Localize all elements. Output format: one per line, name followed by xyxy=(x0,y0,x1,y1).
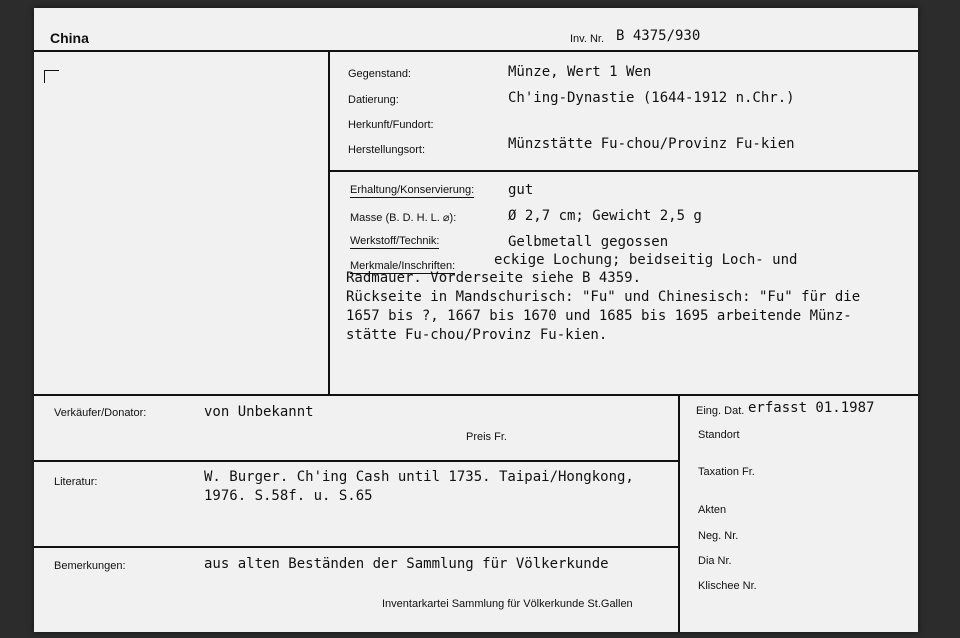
merkmale-label: Merkmale/Inschriften: xyxy=(350,260,456,272)
inv-label: Inv. Nr. xyxy=(570,33,605,45)
inventory-card xyxy=(34,8,918,632)
herstellungsort-value: Münzstätte Fu-chou/Provinz Fu-kien xyxy=(508,136,795,152)
seller-label: Verkäufer/Donator: xyxy=(54,407,147,419)
neg-nr-label: Neg. Nr. xyxy=(698,530,739,542)
remarks-value: aus alten Beständen der Sammlung für Völkerkunde xyxy=(204,556,609,572)
seller-divider xyxy=(34,460,678,462)
herkunft-label: Herkunft/Fundort: xyxy=(348,119,434,131)
herstellungsort-label: Herstellungsort: xyxy=(348,144,426,156)
remarks-label: Bemerkungen: xyxy=(54,560,126,572)
masse-label: Masse (B. D. H. L. ⌀): xyxy=(350,212,457,224)
upper-lower-divider xyxy=(34,394,918,396)
dia-nr-label: Dia Nr. xyxy=(698,555,732,567)
preis-label: Preis Fr. xyxy=(466,431,507,443)
image-column-divider xyxy=(328,50,330,394)
datierung-label: Datierung: xyxy=(348,94,399,106)
erhaltung-value: gut xyxy=(508,182,534,198)
klischee-nr-label: Klischee Nr. xyxy=(698,580,757,592)
merkmale-first-line: eckige Lochung; beidseitig Loch- und xyxy=(494,252,798,268)
corner-mark xyxy=(44,70,59,83)
gegenstand-label: Gegenstand: xyxy=(348,68,411,80)
side-column-divider xyxy=(678,394,680,632)
object-section-divider xyxy=(328,170,918,172)
datierung-value: Ch'ing-Dynastie (1644-1912 n.Chr.) xyxy=(508,90,795,106)
region-title: China xyxy=(50,30,89,46)
akten-label: Akten xyxy=(698,504,727,516)
eing-dat-value: erfasst 01.1987 xyxy=(748,400,875,416)
werkstoff-label: Werkstoff/Technik: xyxy=(350,235,440,247)
seller-value: von Unbekannt xyxy=(204,404,314,420)
header-divider xyxy=(34,50,918,52)
masse-value: Ø 2,7 cm; Gewicht 2,5 g xyxy=(508,208,702,224)
erhaltung-label: Erhaltung/Konservierung: xyxy=(350,184,475,196)
gegenstand-value: Münze, Wert 1 Wen xyxy=(508,64,652,80)
footer-publisher: Inventarkartei Sammlung für Völkerkunde St.Gallen xyxy=(382,598,633,610)
literature-divider xyxy=(34,546,678,548)
eing-dat-label: Eing. Dat. xyxy=(696,405,745,417)
inv-value: B 4375/930 xyxy=(616,28,701,44)
werkstoff-value: Gelbmetall gegossen xyxy=(508,234,669,250)
taxation-label: Taxation Fr. xyxy=(698,466,755,478)
literature-value: W. Burger. Ch'ing Cash until 1735. Taipai/Hongkong, 1976. S.58f. u. S.65 xyxy=(204,469,634,504)
standort-label: Standort xyxy=(698,429,740,441)
merkmale-text: Radmauer. Vorderseite siehe B 4359. Rückseite in Mandschurisch: "Fu" und Chinesisch: "Fu" für die 1657 bis ?, 1667 bis 1670 und 1685 bis 1695 arbeitende Münz- stätte Fu-chou/Provinz Fu-kien. xyxy=(346,270,861,343)
literature-label: Literatur: xyxy=(54,476,98,488)
